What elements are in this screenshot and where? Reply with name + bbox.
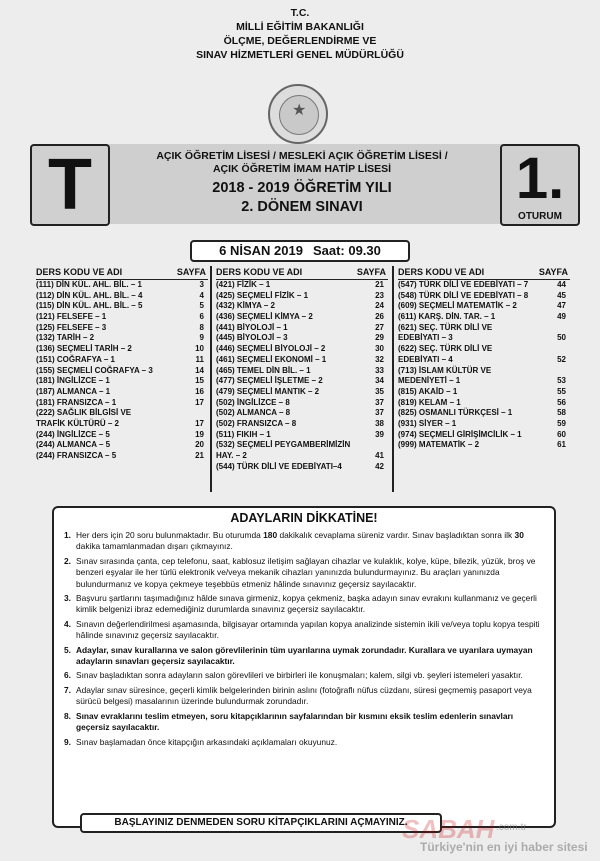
course-name: (181) İNGİLİZCE – 1 xyxy=(36,376,110,386)
course-page: 4 xyxy=(199,290,204,300)
session-label: OTURUM xyxy=(518,211,562,222)
notice-item-text: Sınav evraklarını teslim etmeyen, soru kitapçıklarının sayfalarından bir kısmını eksik teslim edenlerin sınavları geçersiz sayılacaktır. xyxy=(76,710,514,733)
notice-item-text: Sınav başlamadan önce kitapçığın arkasındaki açıklamaları okuyunuz. xyxy=(76,736,338,747)
course-name: (151) COĞRAFYA – 1 xyxy=(36,354,115,364)
course-page: 8 xyxy=(199,322,204,332)
course-name: (502) FRANSIZCA – 8 xyxy=(216,418,297,428)
course-name: (609) SEÇMELİ MATEMATİK – 2 xyxy=(398,301,517,311)
watermark-domain: .com.tr xyxy=(496,822,527,833)
course-row xyxy=(398,419,570,430)
course-row xyxy=(36,376,208,387)
course-column-3 xyxy=(398,266,570,451)
course-row xyxy=(36,355,208,366)
course-row xyxy=(216,323,388,334)
notice-item-text: Başvuru şartlarını taşımadığınız hâlde sınava girmeniz, kopya çekmeniz, başka adayın sınav evrakını kullanmanız ve geçerli kimlik belgenizi ibraz edemediğiniz durumlarda sınavınız geçersiz sayılacaktır. xyxy=(76,593,537,615)
header-line-directorate: SINAV HİZMETLERİ GENEL MÜDÜRLÜĞÜ xyxy=(196,49,404,61)
course-row xyxy=(216,312,388,323)
course-page: 29 xyxy=(375,333,384,343)
course-page: 26 xyxy=(375,312,384,322)
course-page: 55 xyxy=(557,386,566,396)
course-page: 34 xyxy=(375,376,384,386)
course-row xyxy=(216,462,388,473)
course-row xyxy=(398,344,570,355)
course-row xyxy=(216,387,388,398)
course-page: 16 xyxy=(195,386,204,396)
column-divider xyxy=(210,266,212,492)
course-row xyxy=(36,301,208,312)
schools-line-1: AÇIK ÖĞRETİM LİSESİ / MESLEKİ AÇIK ÖĞRETİM LİSESİ / xyxy=(156,150,448,162)
course-table xyxy=(36,266,570,496)
course-page: 52 xyxy=(557,354,566,364)
course-name: TRAFİK KÜLTÜRÜ – 2 xyxy=(36,418,119,428)
course-page: 20 xyxy=(195,440,204,450)
course-row xyxy=(398,301,570,312)
course-name: (244) ALMANCA – 5 xyxy=(36,440,111,450)
booklet-letter: T xyxy=(48,145,92,225)
course-name: (532) SEÇMELİ PEYGAMBERİMİZİN xyxy=(216,440,351,450)
course-page: 49 xyxy=(557,312,566,322)
course-row xyxy=(216,344,388,355)
column-header: DERS KODU VE ADI SAYFA xyxy=(36,266,208,280)
course-name: EDEBİYATI – 4 xyxy=(398,354,453,364)
course-row xyxy=(36,430,208,441)
course-name: (132) TARİH – 2 xyxy=(36,333,95,343)
notice-title: ADAYLARIN DİKKATİNE! xyxy=(230,511,378,525)
course-name: (548) TÜRK DİLİ VE EDEBİYATI – 8 xyxy=(398,290,529,300)
course-name: (125) FELSEFE – 3 xyxy=(36,322,107,332)
course-page: 15 xyxy=(195,376,204,386)
course-row xyxy=(398,398,570,409)
do-not-open-warning: BAŞLAYINIZ DENMEDEN SORU KİTAPÇIKLARINI AÇMAYINIZ. xyxy=(80,813,442,833)
course-name: (244) İNGİLİZCE – 5 xyxy=(36,429,110,439)
course-name: (181) FRANSIZCA – 1 xyxy=(36,397,117,407)
course-row xyxy=(216,280,388,291)
course-page: 59 xyxy=(557,418,566,428)
notice-item xyxy=(64,737,548,748)
course-page: 38 xyxy=(375,418,384,428)
course-row xyxy=(398,355,570,366)
schools-line-2: AÇIK ÖĞRETİM İMAM HATİP LİSESİ xyxy=(212,163,392,175)
course-name: (445) BİYOLOJİ – 3 xyxy=(216,333,288,343)
course-row xyxy=(398,387,570,398)
course-name: (465) TEMEL DİN BİL. – 1 xyxy=(216,365,311,375)
course-name: MEDENİYETİ – 1 xyxy=(398,376,461,386)
notice-item-text: Her ders için 20 soru bulunmaktadır. Bu oturumda 180 dakikalık cevaplama süreniz vardır. Sınav başladıktan sonra ilk 30 dakika tamamlanmadan dışarı çıkmayınız. xyxy=(76,530,524,552)
course-row xyxy=(216,291,388,302)
course-name: (502) İNGİLİZCE – 8 xyxy=(216,397,290,407)
course-row xyxy=(36,280,208,291)
course-page: 60 xyxy=(557,429,566,439)
ministry-seal-icon: ★ xyxy=(268,84,328,144)
course-column-1 xyxy=(36,266,208,462)
course-name: (115) DİN KÜL. AHL. BİL. – 5 xyxy=(36,301,143,311)
course-page: 32 xyxy=(375,354,384,364)
course-page: 6 xyxy=(199,312,204,322)
course-name: (511) FIKIH – 1 xyxy=(216,429,271,439)
course-name: (222) SAĞLIK BİLGİSİ VE xyxy=(36,408,132,418)
course-page: 56 xyxy=(557,397,566,407)
course-name: (622) SEÇ. TÜRK DİLİ VE xyxy=(398,344,493,354)
course-page: 14 xyxy=(195,365,204,375)
course-row xyxy=(36,344,208,355)
course-row xyxy=(216,451,388,462)
notice-item xyxy=(64,619,548,642)
ministry-header xyxy=(120,6,480,62)
watermark-brand: SABAH xyxy=(402,814,495,844)
course-page: 42 xyxy=(375,461,384,471)
course-page: 44 xyxy=(557,280,566,289)
course-name: (611) KARŞ. DİN. TAR. – 1 xyxy=(398,312,496,322)
course-column-2 xyxy=(216,266,388,472)
course-row xyxy=(216,408,388,419)
course-row xyxy=(216,301,388,312)
course-name: (432) KİMYA – 2 xyxy=(216,301,275,311)
course-name: (713) İSLAM KÜLTÜR VE xyxy=(398,365,492,375)
notice-item-text: Sınavın değerlendirilmesi aşamasında, bilgisayar ortamında yapılan kopya analizinde sistemin ikili ve/veya toplu kopya tespiti hâlinde sınavınız geçersiz sayılacaktır. xyxy=(76,618,540,641)
notice-item-number: 9. xyxy=(64,736,71,747)
course-page: 17 xyxy=(195,418,204,428)
course-page: 33 xyxy=(375,365,384,375)
course-row xyxy=(216,398,388,409)
booklet-letter-tab xyxy=(30,144,110,226)
course-page: 37 xyxy=(375,397,384,407)
course-name: (187) ALMANCA – 1 xyxy=(36,386,111,396)
notice-list xyxy=(64,530,548,751)
course-page: 21 xyxy=(375,280,384,289)
course-page: 50 xyxy=(557,333,566,343)
course-page: 37 xyxy=(375,408,384,418)
notice-item xyxy=(64,685,548,708)
course-row xyxy=(398,291,570,302)
course-page: 23 xyxy=(375,290,384,300)
course-name: (446) SEÇMELİ BİYOLOJİ – 2 xyxy=(216,344,326,354)
notice-item xyxy=(64,645,548,668)
course-row xyxy=(36,440,208,451)
notice-item-number: 5. xyxy=(64,644,71,655)
course-name: (155) SEÇMELİ COĞRAFYA – 3 xyxy=(36,365,153,375)
course-page: 61 xyxy=(557,440,566,450)
course-page: 21 xyxy=(195,451,204,460)
notice-item xyxy=(64,711,548,734)
course-page: 11 xyxy=(195,354,204,364)
notice-item-number: 4. xyxy=(64,618,71,629)
course-row xyxy=(216,419,388,430)
course-page: 17 xyxy=(195,397,204,407)
course-page: 5 xyxy=(199,301,204,311)
header-line-ministry: MİLLİ EĞİTİM BAKANLIĞI xyxy=(236,21,364,33)
course-name: (477) SEÇMELİ İŞLETME – 2 xyxy=(216,376,323,386)
course-name: (136) SEÇMELİ TARİH – 2 xyxy=(36,344,132,354)
course-name: (479) SEÇMELİ MANTIK – 2 xyxy=(216,386,320,396)
course-row xyxy=(398,408,570,419)
notice-item-text: Adaylar sınav süresince, geçerli kimlik belgelerinden birinin aslını (fotoğraflı nüfus cüzdanı, süresi geçmemiş pasaport veya sürücü belgesi) masalarının üzerinde bulundurmak zorundadır. xyxy=(76,684,532,707)
course-name: (425) SEÇMELİ FİZİK – 1 xyxy=(216,290,309,300)
course-name: (421) FİZİK – 1 xyxy=(216,280,271,289)
column-header: DERS KODU VE ADI SAYFA xyxy=(398,266,570,280)
course-name: (931) SİYER – 1 xyxy=(398,418,457,428)
course-name: (825) OSMANLI TÜRKÇESİ – 1 xyxy=(398,408,513,418)
course-row xyxy=(36,451,208,462)
notice-item-number: 1. xyxy=(64,530,71,540)
course-page: 58 xyxy=(557,408,566,418)
course-name: (621) SEÇ. TÜRK DİLİ VE xyxy=(398,322,493,332)
header-line-assessment: ÖLÇME, DEĞERLENDİRME VE xyxy=(223,35,377,47)
course-row xyxy=(216,355,388,366)
course-name: EDEBİYATI – 3 xyxy=(398,333,453,343)
course-row xyxy=(398,312,570,323)
exam-date: 6 NİSAN 2019 xyxy=(219,243,303,258)
notice-item xyxy=(64,670,548,681)
notice-item-number: 7. xyxy=(64,684,71,695)
course-row xyxy=(398,440,570,451)
exam-date-box xyxy=(190,240,410,262)
notice-item-number: 3. xyxy=(64,593,71,604)
course-page: 9 xyxy=(199,333,204,343)
course-name: (441) BİYOLOJİ – 1 xyxy=(216,322,288,332)
watermark-slogan: Türkiye'nin en iyi haber sitesi xyxy=(420,840,588,854)
course-page: 30 xyxy=(375,344,384,354)
course-name: (121) FELSEFE – 1 xyxy=(36,312,107,322)
course-page: 10 xyxy=(195,344,204,354)
course-page: 47 xyxy=(557,301,566,311)
session-number: 1. xyxy=(515,146,565,211)
course-name: (111) DİN KÜL. AHL. BİL. – 1 xyxy=(36,280,142,289)
exam-titles xyxy=(122,150,482,216)
course-page: 39 xyxy=(375,429,384,439)
course-name: (461) SEÇMELİ EKONOMİ – 1 xyxy=(216,354,327,364)
notice-item-text: Sınav başladıktan sonra adayların salon görevlileri ve birbirleri ile konuşmaları; kalem, silgi vb. şeyleri istemeleri yasaktır. xyxy=(76,670,523,681)
course-row xyxy=(216,376,388,387)
course-row xyxy=(36,323,208,334)
course-name: (544) TÜRK DİLİ VE EDEBİYATI–4 xyxy=(216,461,342,471)
course-row xyxy=(398,280,570,291)
course-page: 45 xyxy=(557,290,566,300)
notice-item-number: 8. xyxy=(64,710,71,721)
course-page: 41 xyxy=(375,451,384,460)
course-name: (112) DİN KÜL. AHL. BİL. – 4 xyxy=(36,290,143,300)
exam-term: 2. DÖNEM SINAVI xyxy=(241,199,363,215)
course-row xyxy=(216,333,388,344)
course-name: (547) TÜRK DİLİ VE EDEBİYATI – 7 xyxy=(398,280,529,289)
column-divider xyxy=(392,266,394,492)
course-row xyxy=(36,291,208,302)
course-page: 19 xyxy=(195,429,204,439)
course-row xyxy=(216,366,388,377)
notice-item-number: 6. xyxy=(64,670,71,681)
course-name: (815) AKAİD – 1 xyxy=(398,386,458,396)
course-row xyxy=(36,387,208,398)
column-header: DERS KODU VE ADI SAYFA xyxy=(216,266,388,280)
notice-item-text: Sınav sırasında çanta, cep telefonu, saat, kablosuz iletişim sağlayan cihazlar ve kulaklık, kolye, küpe, bilezik, yüzük, broş ve benzeri eşyalar ile her türlü elektronik ve/veya mekanik cihazları yanınızda bulundurmayınız. Bu araçları yanınızda bulundurmanız ve kopya çekmeye teşebbüs etmeniz hâlinde sınavınız geçersiz sayılacaktır. xyxy=(76,555,536,589)
course-row xyxy=(36,312,208,323)
course-row xyxy=(398,430,570,441)
course-name: (819) KELAM – 1 xyxy=(398,397,461,407)
course-row xyxy=(398,366,570,377)
notice-item xyxy=(64,556,548,590)
notice-item-text: Adaylar, sınav kurallarına ve salon görevlilerinin tüm uyarılarına uymak zorundadır. Kurallara ve uyarılara uymayan adayların sınavları geçersiz sayılacaktır. xyxy=(76,644,533,667)
course-row xyxy=(36,419,208,430)
course-row xyxy=(36,366,208,377)
course-row xyxy=(216,430,388,441)
course-name: (999) MATEMATİK – 2 xyxy=(398,440,480,450)
notice-item xyxy=(64,530,548,553)
course-row xyxy=(36,398,208,409)
course-page: 27 xyxy=(375,322,384,332)
exam-time: Saat: 09.30 xyxy=(312,243,381,258)
candidate-notice-box xyxy=(52,506,556,828)
course-name: (436) SEÇMELİ KİMYA – 2 xyxy=(216,312,313,322)
course-row xyxy=(36,333,208,344)
academic-year: 2018 - 2019 ÖĞRETİM YILI xyxy=(212,180,392,196)
course-row xyxy=(398,376,570,387)
course-name: (974) SEÇMELİ GİRİŞİMCİLİK – 1 xyxy=(398,429,522,439)
course-page: 35 xyxy=(375,386,384,396)
session-tab xyxy=(500,144,580,226)
course-row xyxy=(398,323,570,334)
notice-item-number: 2. xyxy=(64,555,71,566)
course-row xyxy=(216,440,388,451)
course-row xyxy=(36,408,208,419)
course-page: 53 xyxy=(557,376,566,386)
course-page: 3 xyxy=(199,280,204,289)
course-page: 24 xyxy=(375,301,384,311)
course-row xyxy=(398,333,570,344)
header-line-tc: T.C. xyxy=(290,7,310,19)
course-name: (244) FRANSIZCA – 5 xyxy=(36,451,117,460)
course-name: HAY. – 2 xyxy=(216,451,247,460)
course-name: (502) ALMANCA – 8 xyxy=(216,408,291,418)
notice-item xyxy=(64,593,548,616)
